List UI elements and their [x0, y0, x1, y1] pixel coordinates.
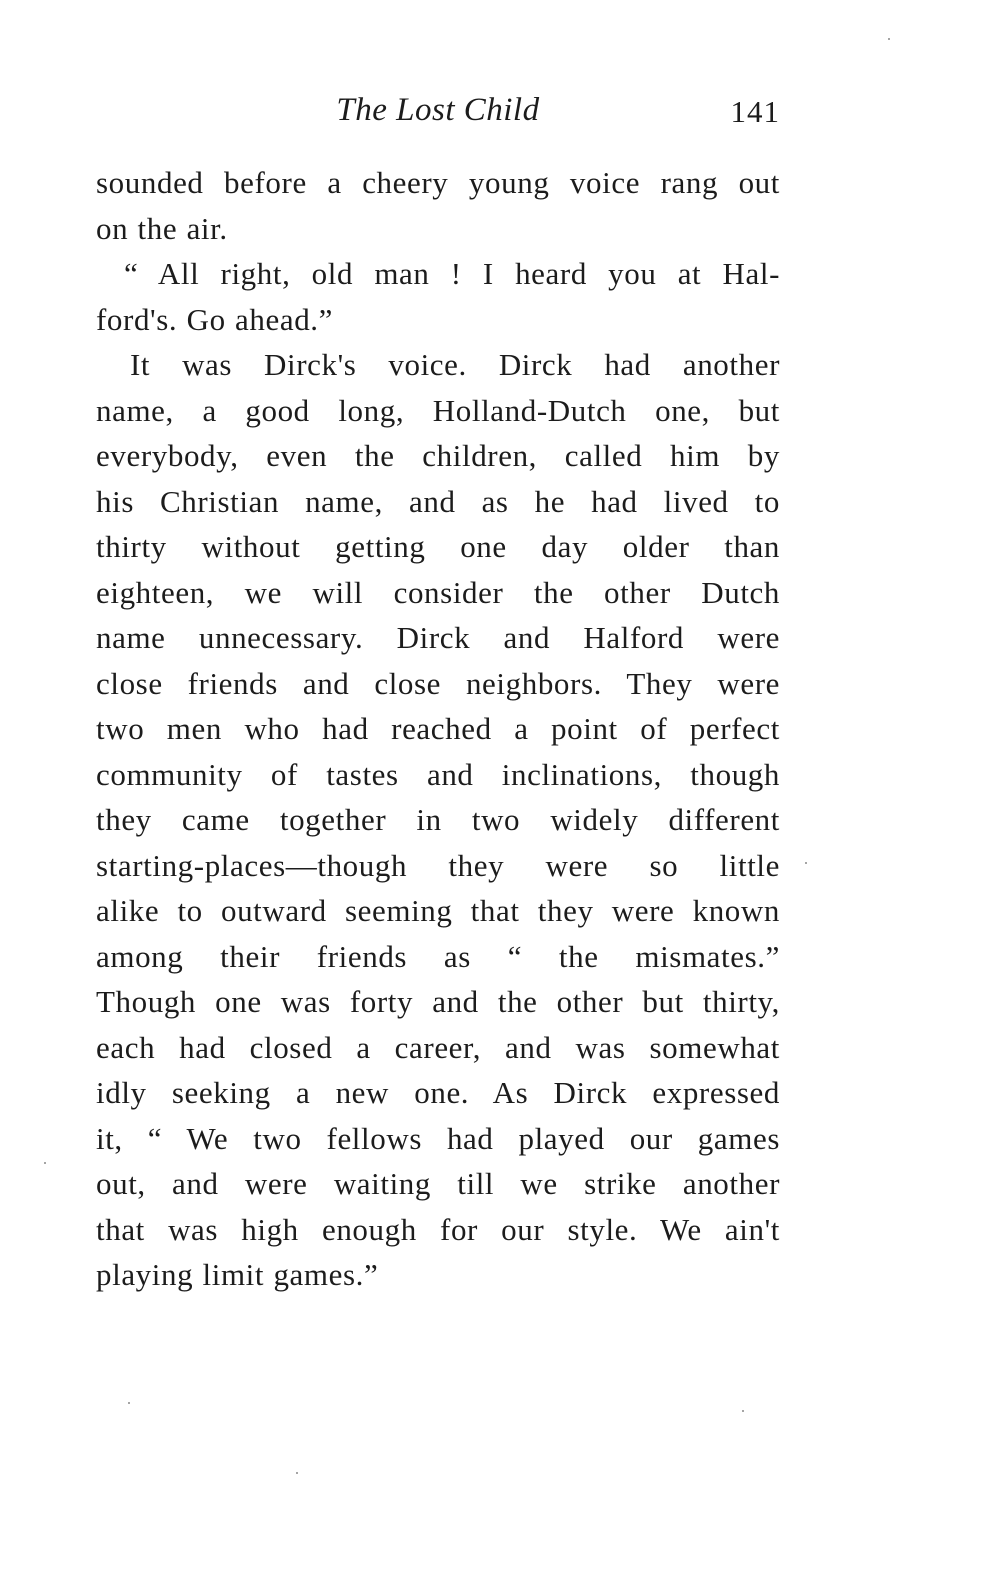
text-line: ford's. Go ahead.” — [96, 301, 334, 337]
text-line: starting-places—though they were so little — [96, 847, 780, 883]
text-line: name unnecessary. Dirck and Halford were — [96, 620, 780, 655]
text-line: on the air. — [96, 210, 228, 246]
page-number: 141 — [730, 94, 780, 129]
text-line: among their friends as “ the mismates.” — [96, 938, 780, 974]
text-line: thirty without getting one day older than — [96, 529, 780, 564]
text-line: out, and were waiting till we strike another — [96, 1166, 780, 1201]
text-line: sounded before a cheery young voice rang out — [96, 165, 780, 200]
scan-speck — [805, 862, 807, 864]
text-line: “ All right, old man ! I heard you at Hal- — [124, 256, 780, 291]
text-line: playing limit games.” — [96, 1257, 379, 1292]
scan-speck — [742, 1410, 744, 1412]
text-line: name, a good long, Holland-Dutch one, but — [96, 392, 780, 428]
text-line: community of tastes and inclinations, though — [96, 756, 780, 792]
text-line: close friends and close neighbors. They were — [96, 665, 780, 701]
body-text — [96, 160, 780, 1298]
text-line: idly seeking a new one. As Dirck expressed — [96, 1075, 780, 1110]
text-line: everybody, even the children, called him by — [96, 438, 780, 473]
scan-speck — [888, 38, 890, 40]
scan-speck — [44, 1162, 46, 1164]
text-line: two men who had reached a point of perfect — [96, 711, 780, 746]
text-line: Though one was forty and the other but thirty, — [96, 984, 780, 1019]
text-line: eighteen, we will consider the other Dutch — [96, 574, 780, 610]
text-line: it, “ We two fellows had played our games — [96, 1120, 780, 1156]
text-line: that was high enough for our style. We ain't — [96, 1211, 780, 1247]
text-line: It was Dirck's voice. Dirck had another — [130, 347, 780, 382]
running-head — [96, 88, 780, 136]
text-line: each had closed a career, and was somewhat — [96, 1029, 780, 1065]
running-title: The Lost Child — [336, 92, 540, 128]
text-line: his Christian name, and as he had lived to — [96, 483, 780, 519]
scan-speck — [296, 1472, 298, 1474]
text-line: alike to outward seeming that they were known — [96, 893, 780, 928]
text-line: they came together in two widely different — [96, 802, 780, 837]
scan-speck — [128, 1402, 130, 1404]
